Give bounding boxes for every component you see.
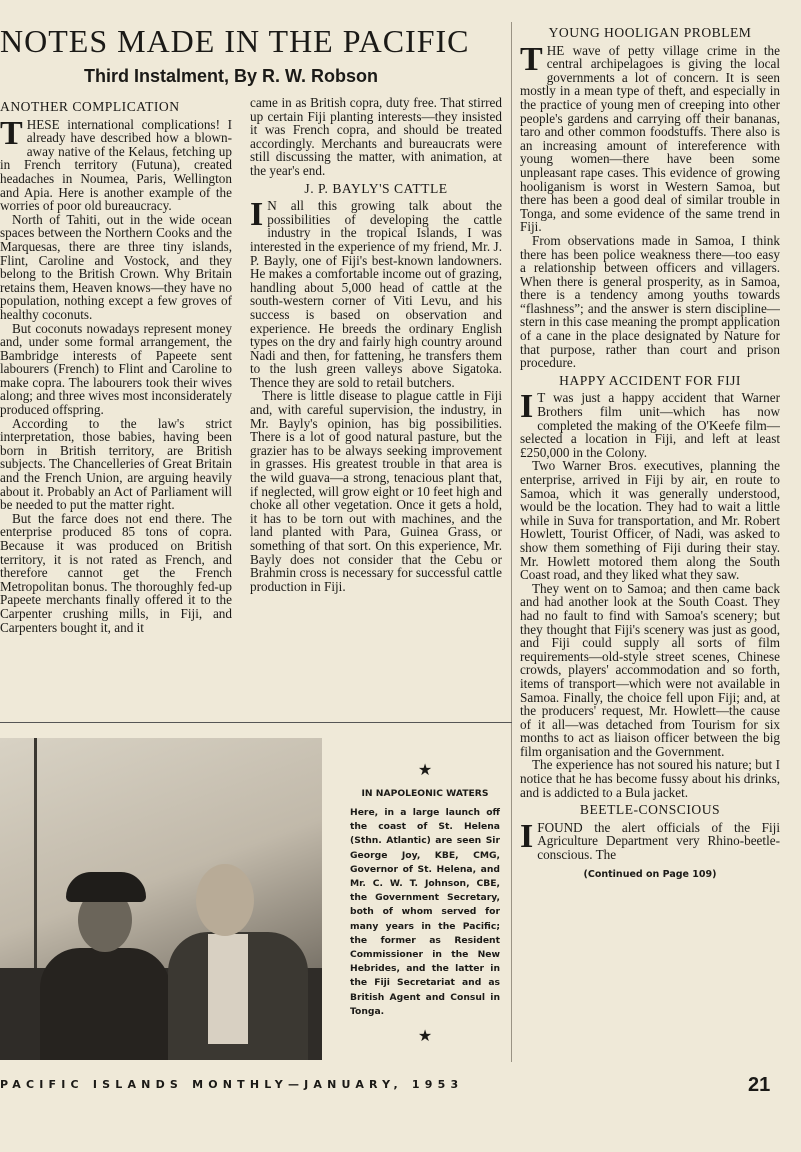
heading-young-hooligan: YOUNG HOOLIGAN PROBLEM [548, 25, 752, 40]
paragraph: But coconuts nowadays represent money and, under some formal arrangement, the Bambridge interests of Papeete sent labourers (French) to Flint and Caroline to make copra. The labourers took their wives along; and three wives most inconsiderately produced offspring. [0, 320, 232, 418]
paragraph: According to the law's strict interpretation, those babies, having been born in British territory, are British subjects. The Chancelleries of Great Britain and the French Union, are arguing heavily about it. Probably an Act of Parliament will be needed to put the matter right. [0, 415, 232, 513]
page-number: 21 [748, 1074, 771, 1096]
column-2 [250, 96, 502, 716]
paragraph: The experience has not soured his nature; but I notice that he has become fussy about his drinks, and is addicted to a Bula jacket. [520, 757, 780, 800]
paragraph: There is little disease to plague cattle in Fiji and, with careful supervision, the industry, in Mr. Bayly's opinion, has big possibilities. There is a lot of good natural pasture, but the grazier has to be always seeking improvement in grasses. His greatest trouble in that area is the wild guava—a strong, tenacious plant that, if neglected, will grow eight or 10 feet high and choke all other vegetation. Once it gets a hold, it has to be torn out with machines, and the land planted with Para, Guinea Grass, or something of that sort. On this experience, Mr. Bayly does not consider that the Cebu or Brahmin cross is necessary for successful cattle production in Fiji. [250, 388, 502, 594]
continued-note: (Continued on Page 109) [583, 868, 717, 880]
paragraph: THE wave of petty village crime in the central archipelagoes is giving the local governments a lot of concern. It is seen mostly in a mean type of theft, and especially in the practice of young men of creeping into other people's gardens and carrying off their bananas, taro and other common foodstuffs. There also is an increasing amount of intereference with young women—there have been some unpleasant rape cases. This evidence of growing hooliganism is worst in Western Samoa, but there has been a good deal of similar trouble in Tonga, and some evidence of the same trend in Fiji. [520, 40, 780, 235]
caption-title: IN NAPOLEONIC WATERS [361, 788, 489, 799]
drop-cap: T [0, 114, 23, 152]
column-1 [0, 96, 232, 716]
horizontal-rule [0, 722, 512, 723]
paragraph: came in as British copra, duty free. That stirred up certain Fiji planting interests—they insisted it was French copra, and should be treated accordingly. Merchants and bureaucrats were still discussing the matter, with animation, at the year's end. [250, 96, 502, 178]
column-divider [511, 22, 512, 1062]
heading-bayly-cattle: J. P. BAYLY'S CATTLE [304, 180, 448, 196]
paragraph: But the farce does not end there. The enterprise produced 85 tons of copra. Because it was produced on British territory, it is not rated as French, and therefore cannot get the French Metropolitan bonus. The thoroughly fed-up Papeete merchants finally offered it to the Carpenter crushing mills, in Fiji, and Carpenters bought it, and it [0, 510, 232, 635]
paragraph: I T was just a happy accident that Warner Brothers film unit—which has now completed the making of the O'Keefe film—selected a location in Fiji, and left at least £250,000 in the Colony. [520, 388, 780, 460]
footer-publication-line: PACIFIC ISLANDS MONTHLY—JANUARY, 1953 [0, 1078, 464, 1091]
star-icon: ★ [417, 760, 433, 779]
photo-launch-st-helena [0, 738, 322, 1060]
heading-beetle-conscious: BEETLE-CONSCIOUS [579, 802, 721, 818]
paragraph: I N all this growing talk about the possibilities of developing the cattle industry in the tropical Islands, I was interested in the experience of my friend, Mr. J. P. Bayly, one of Fiji's best-known landowners. He makes a comfortable income out of grazing, handling about 5,000 head of cattle at the south-western corner of Viti Levu, and his success is based on observation and experience. He breeds the ordinary English types on the dry and fairly high country around Nadi and then, for fattening, he transfers them to the lush green valleys above Sigatoka. Thence they are sold to retail butchers. [250, 196, 502, 390]
caption-text: Here, in a large launch off the coast of St. Helena (Sthn. Atlantic) are seen Sir George Joy, KBE, CMG, Governor of St. Helena, and Mr. C. W. T. Johnson, CBE, the Government Secretary, both of whom served for many years in the Pacific; the former as Resident Commissioner in the New Hebrides, and the latter in the Fiji Secretariat and as British Agent and Consul in Tonga. [350, 807, 500, 1017]
paragraph: IFOUND the alert officials of the Fiji Agriculture Department very Rhino-beetle-conscious. The [520, 817, 780, 863]
paragraph: North of Tahiti, out in the wide ocean spaces between the Northern Cooks and the Marquesas, there are three tiny islands, Flint, Caroline and Vostock, and they belong to the British Crown. Why Britain retains them, Heaven knows—they have no population, nothing except a few groves of healthy coconuts. [0, 211, 232, 322]
paragraph: From observations made in Samoa, I think there has been police weakness there—too easy a relationship between officers and villagers. When there is general prosperity, as in Samoa, there is a tendency among youths towards “flashness”; and the answer is stern discipline—stern in this case meaning the prompt application of a cane in the place designated by Nature for that purpose, rather than court and prison procedure. [520, 232, 780, 371]
heading-another-complication: ANOTHER COMPLICATION [0, 99, 180, 114]
masthead-title: NOTES MADE IN THE PACIFIC [0, 24, 470, 58]
star-icon: ★ [417, 1026, 433, 1046]
paragraph: THESE international complications! I already have described how a blown-away native of the Kelaus, fetching up in French territory (Futuna), created headaches in Noumea, Paris, Wellington and Apia. Here is another example of the worries of poor old bureaucracy. [0, 114, 232, 214]
drop-cap: I [520, 388, 534, 426]
byline: Third Instalment, By R. W. Robson [84, 66, 379, 86]
drop-cap: I [520, 817, 534, 855]
photo-caption [350, 760, 500, 1046]
heading-happy-accident: HAPPY ACCIDENT FOR FIJI [559, 372, 741, 388]
drop-cap: I [250, 196, 264, 234]
drop-cap: T [520, 40, 543, 78]
paragraph: They went on to Samoa; and then came back and had another look at the South Coast. They had no fault to find with Samoa's scenery; but they thought that Fiji's scenery was just as good, and Fiji could supply all sorts of film requirements—old-style street scenes, Chinese crowds, players' accommodation and so forth, items of transport—which were not available in Samoa. Finally, the choice fell upon Fiji; and, at the producers' request, Mr. Howlett—the cause of it all—was detached from Tourism for six months to act as liaison officer between the big film organisation and the Government. [520, 580, 780, 759]
column-3 [520, 22, 780, 1062]
paragraph: Two Warner Bros. executives, planning the enterprise, arrived in Fiji by air, en route to Samoa, which it was generally understood, would be the location. They had to wait a little while in Suva for transportation, and Mr. Robert Howlett, Tourist Officer, of Nadi, was asked to show them something of Fiji during their stay. Mr. Howlett motored them along the South Coast road, and they liked what they saw. [520, 458, 780, 583]
